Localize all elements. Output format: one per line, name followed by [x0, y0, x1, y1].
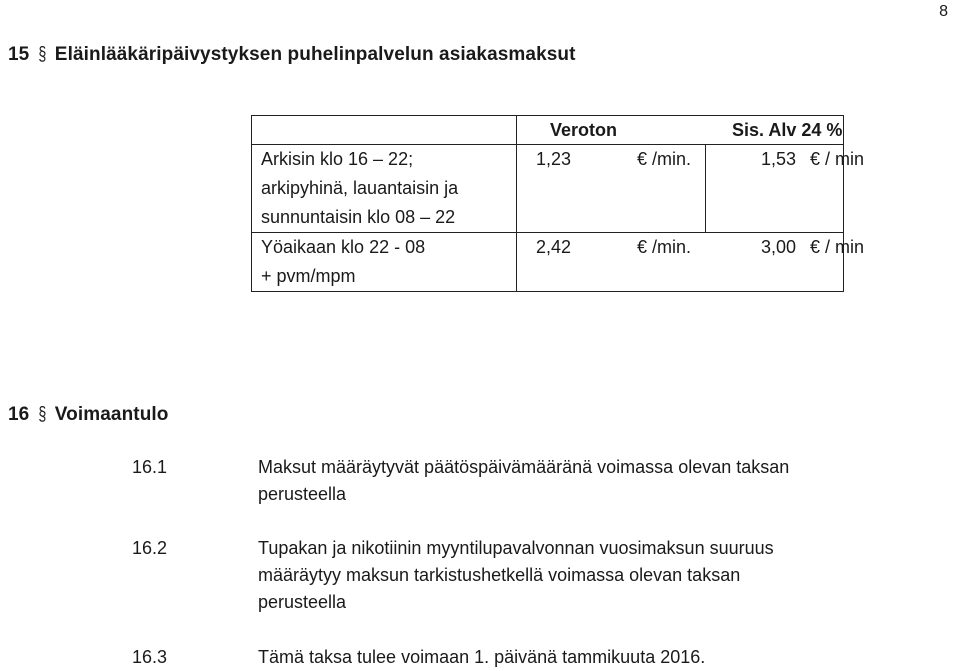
sis-alv-value: 3,00 [761, 237, 797, 257]
page-number: 8 [939, 3, 948, 20]
text-line: Tupakan ja nikotiinin myyntilupavalvonnan vuosimaksun suuruus [258, 538, 774, 558]
text-line: määräytyy maksun tarkistushetkellä voimassa olevan taksan [258, 565, 741, 585]
text-line: Tämä taksa tulee voimaan 1. päivänä tammikuuta 2016. [258, 647, 706, 667]
veroton-unit: € /min. [637, 149, 692, 169]
label-line: Arkisin klo 16 – 22; [261, 149, 414, 169]
paragraph-number: 16.1 [132, 457, 168, 477]
section-title: Voimaantulo [54, 404, 169, 425]
paragraph-text [258, 644, 838, 671]
section-16-heading [8, 404, 169, 426]
fee-row-values [517, 233, 865, 292]
fee-row-values [517, 145, 865, 233]
header-empty-cell [252, 116, 517, 145]
paragraph-number: 16.2 [132, 538, 168, 558]
sis-alv-unit: € / min [810, 149, 865, 169]
header-cell [517, 116, 844, 145]
section-number: 16 [8, 404, 30, 425]
text-line: perusteella [258, 592, 347, 612]
text-line: Maksut määräytyvät päätöspäivämääränä voimassa olevan taksan [258, 457, 790, 477]
section-symbol: § [38, 44, 47, 65]
section-symbol: § [38, 404, 47, 425]
paragraph-number: 16.3 [132, 647, 168, 667]
fee-row-night [252, 233, 844, 292]
veroton-unit: € /min. [637, 237, 692, 257]
section-15-heading [8, 44, 576, 66]
label-line: Yöaikaan klo 22 - 08 [261, 237, 426, 257]
label-line: sunnuntaisin klo 08 – 22 [261, 207, 456, 227]
column-divider [705, 145, 706, 232]
fee-row-day [252, 145, 844, 233]
col-veroton: Veroton [550, 120, 618, 140]
label-line: arkipyhinä, lauantaisin ja [261, 178, 459, 198]
paragraph-text [258, 535, 838, 616]
fee-row-label [252, 233, 517, 292]
label-line: + pvm/mpm [261, 266, 356, 286]
sis-alv-value: 1,53 [761, 149, 797, 169]
col-sis-alv: Sis. Alv 24 % [732, 120, 843, 140]
fee-table [251, 115, 865, 292]
paragraph-text [258, 454, 838, 508]
text-line: perusteella [258, 484, 347, 504]
fee-row-label [252, 145, 517, 233]
sis-alv-unit: € / min [810, 237, 865, 257]
veroton-value: 1,23 [536, 149, 572, 169]
fee-table-header-row [252, 116, 844, 145]
section-title: Eläinlääkäripäivystyksen puhelinpalvelun asiakasmaksut [54, 44, 576, 65]
veroton-value: 2,42 [536, 237, 572, 257]
section-number: 15 [8, 44, 30, 65]
